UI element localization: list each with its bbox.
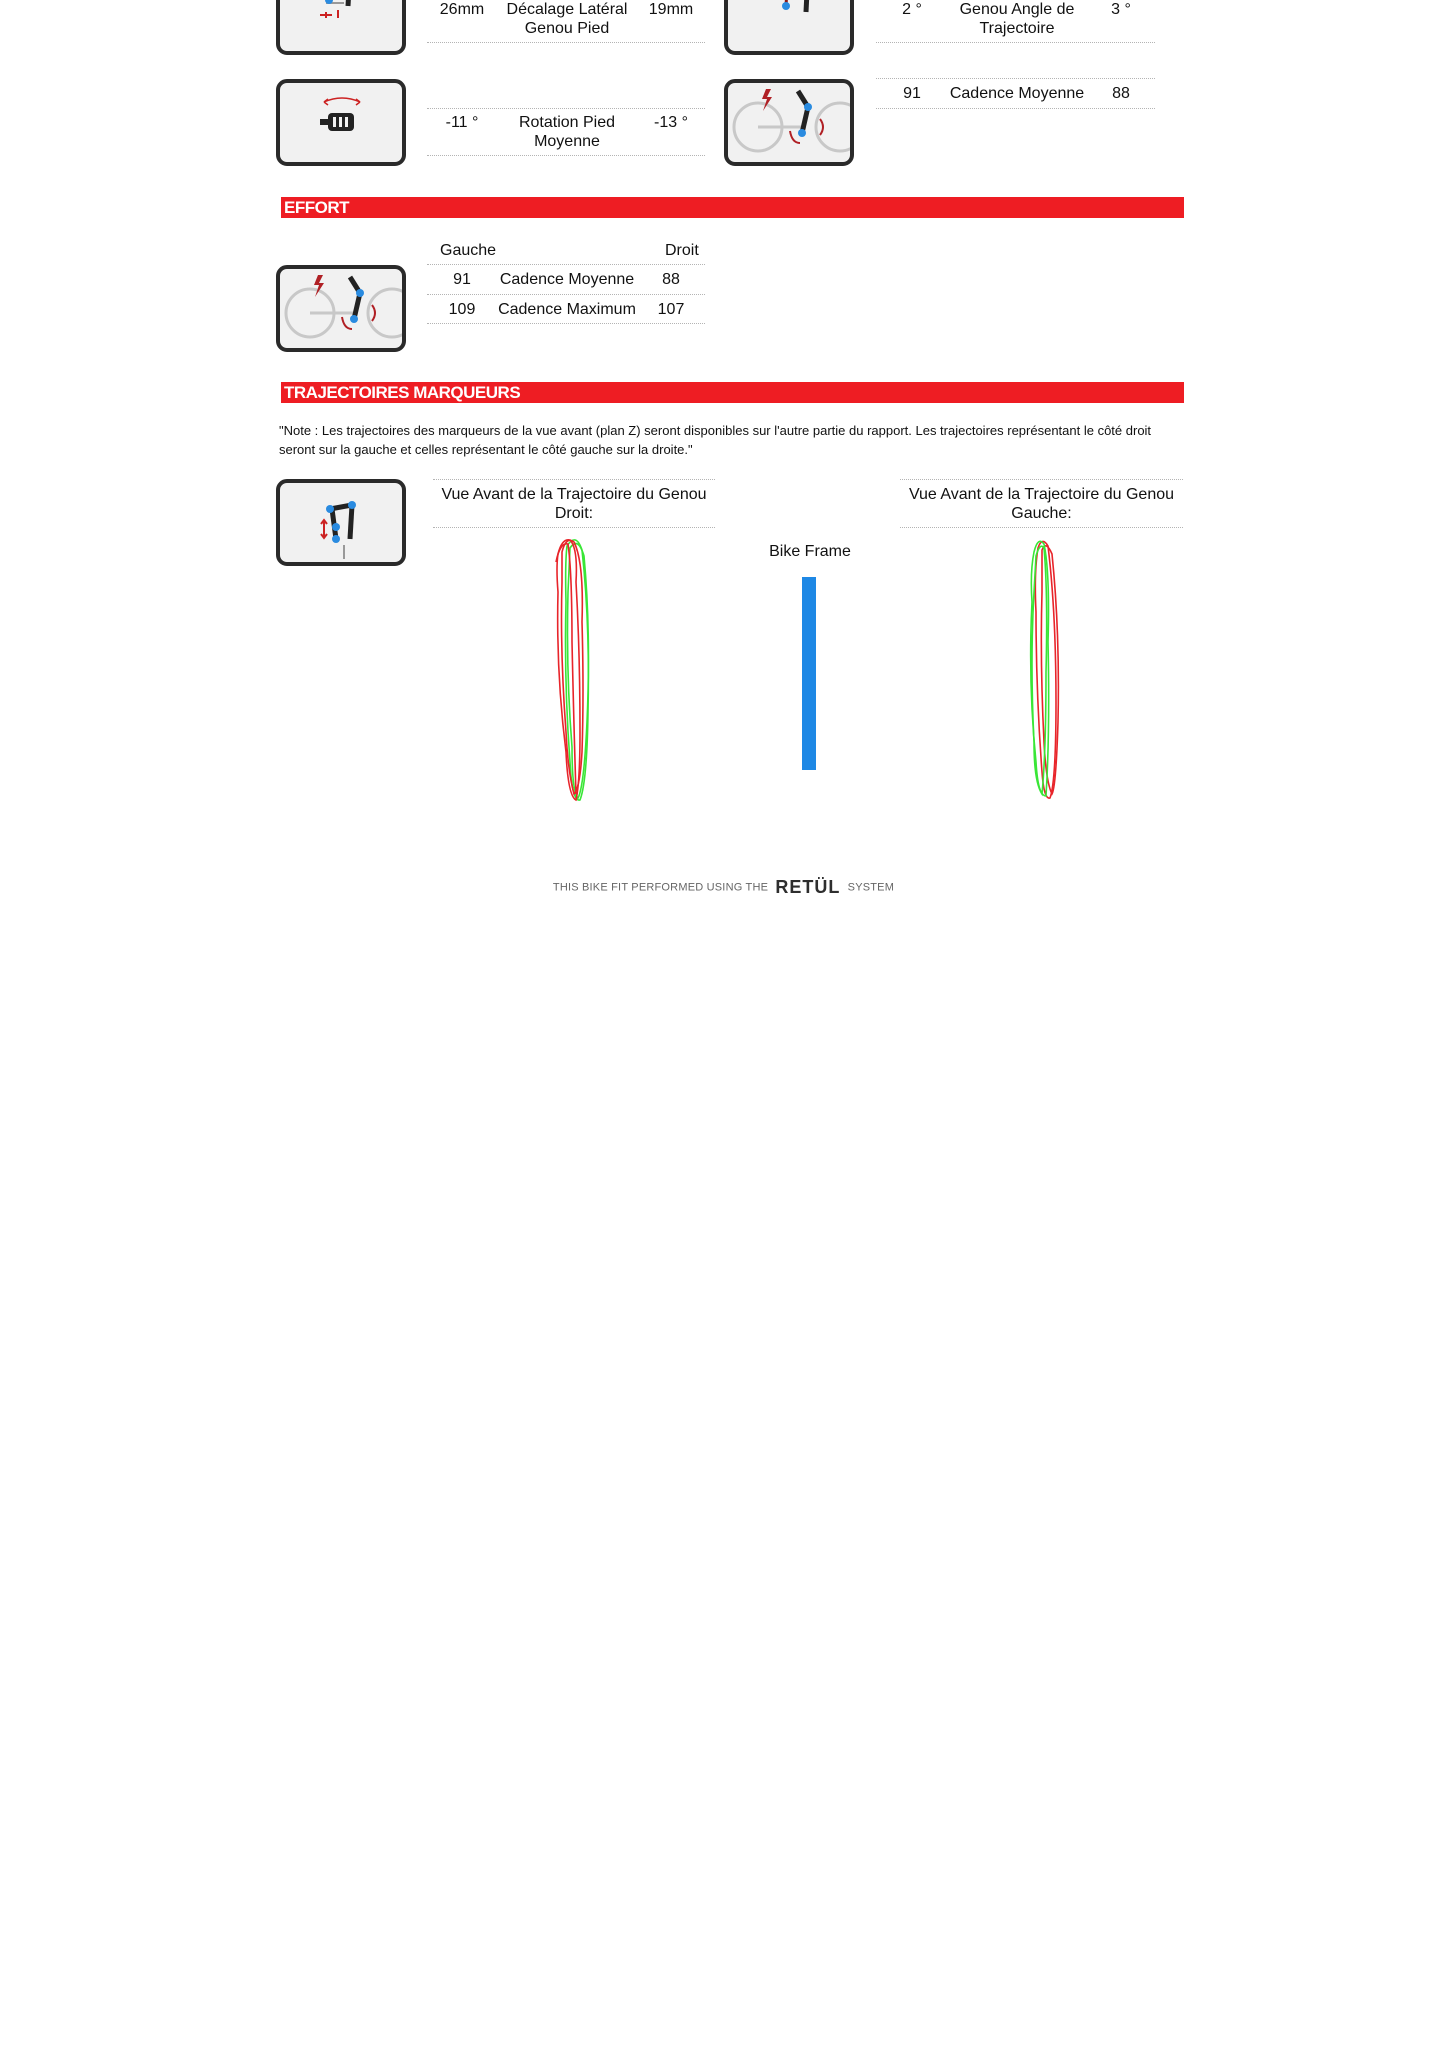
divider [876, 108, 1155, 110]
divider [900, 527, 1183, 529]
offset-right-value: 19mm [648, 1, 694, 18]
effort-banner: EFFORT [281, 197, 1184, 218]
rotation-label: Rotation Pied Moyenne [518, 114, 616, 150]
bike-frame-bar [802, 577, 816, 770]
cadence-left-value: 91 [903, 85, 921, 102]
angle-left-value: 2 ° [902, 1, 922, 18]
footer-post-text: SYSTEM [847, 881, 895, 894]
effort-cadence-icon [276, 265, 406, 352]
cadence-icon [724, 79, 854, 166]
cadence-right-value: 88 [1112, 85, 1130, 102]
effort-header-right: Droit [665, 242, 699, 259]
foot-rotation-icon [276, 79, 406, 166]
divider [433, 527, 715, 529]
bike-frame-label: Bike Frame [769, 543, 851, 560]
divider [427, 108, 705, 110]
trajectory-note: "Note : Les trajectoires des marqueurs de la vue avant (plan Z) seront disponibles sur l'autre partie du rapport. Les trajectoires représentant le côté droit seront sur la gauche et celles représentant le côté gauche sur la droite." [279, 423, 1152, 457]
angle-label: Genou Angle de Trajectoire [959, 1, 1075, 37]
right-knee-trajectory-trace [550, 532, 610, 804]
rotation-left-value: -11 ° [445, 114, 479, 131]
offset-left-value: 26mm [439, 1, 485, 18]
effort-row-label: Cadence Moyenne [499, 271, 635, 288]
divider [876, 78, 1155, 80]
effort-row-left-value: 109 [448, 301, 476, 318]
effort-row-right-value: 88 [662, 271, 680, 288]
offset-label: Décalage Latéral Genou Pied [506, 1, 628, 37]
footer [0, 877, 1447, 898]
angle-right-value: 3 ° [1111, 1, 1131, 18]
divider [427, 294, 705, 296]
retul-logo: RETÜL [775, 877, 841, 897]
rotation-right-value: -13 ° [654, 114, 688, 131]
divider [427, 264, 705, 266]
left-knee-trajectory-trace [1022, 532, 1072, 804]
divider [433, 479, 715, 481]
divider [900, 479, 1183, 481]
knee-foot-offset-icon [276, 0, 406, 55]
effort-row-right-value: 107 [657, 301, 685, 318]
cadence-label: Cadence Moyenne [949, 85, 1085, 102]
effort-row-label: Cadence Maximum [498, 301, 636, 318]
knee-trajectory-angle-icon [724, 0, 854, 55]
trajectoires-banner: TRAJECTOIRES MARQUEURS [281, 382, 1184, 403]
divider [427, 323, 705, 325]
footer-pre-text: THIS BIKE FIT PERFORMED USING THE [552, 881, 769, 894]
divider [876, 42, 1155, 44]
right-knee-trajectory-title: Vue Avant de la Trajectoire du Genou Droit: [441, 486, 707, 522]
divider [427, 155, 705, 157]
knee-marker-icon [276, 479, 406, 566]
divider [427, 42, 705, 44]
effort-row-left-value: 91 [453, 271, 471, 288]
effort-header-left: Gauche [440, 242, 497, 259]
left-knee-trajectory-title: Vue Avant de la Trajectoire du Genou Gauche: [908, 486, 1175, 522]
